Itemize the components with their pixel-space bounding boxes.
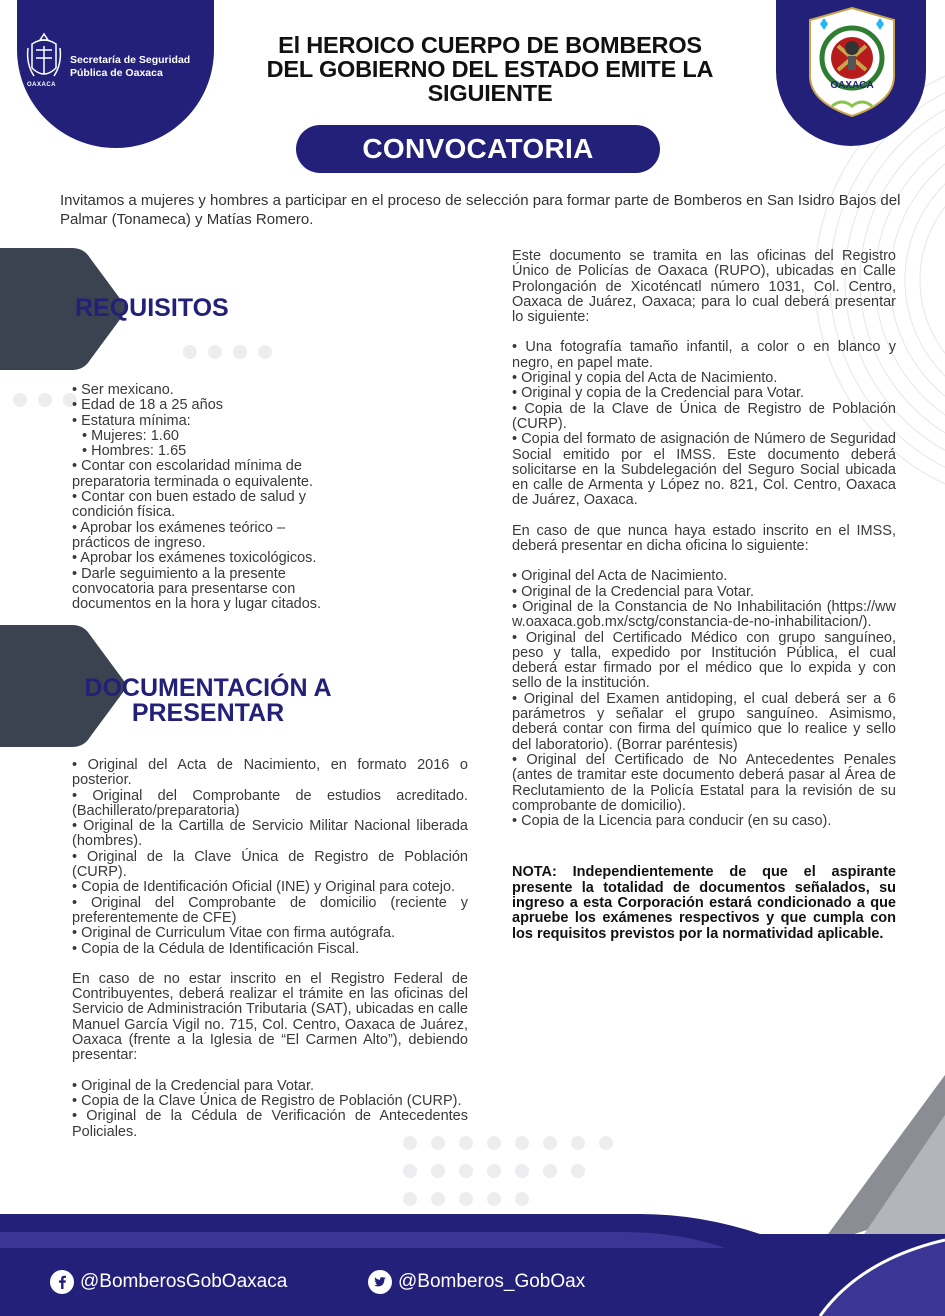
list-item: • Darle seguimiento a la presente: [72, 565, 286, 582]
left-logo-line1: Secretaría de Seguridad: [70, 54, 191, 66]
list-item: • Aprobar los exámenes teórico –: [72, 519, 286, 536]
list-item: • Original de la Clave Única de Registro de Población (CURP).: [72, 848, 468, 881]
documentacion-title-line2: PRESENTAR: [131, 699, 285, 727]
headline-line1: El HEROICO CUERPO DE BOMBEROS: [278, 32, 702, 58]
list-item: • Edad de 18 a 25 años: [72, 397, 224, 414]
right-column: [512, 249, 896, 942]
state-emblem-icon: [24, 30, 64, 88]
list-item: • Original de la Cédula de Verificación de Antecedentes Policiales.: [72, 1108, 468, 1140]
documentacion-title: [58, 676, 358, 726]
twitter-handle[interactable]: [368, 1270, 585, 1294]
rupo-paragraph: Este documento se tramita en las oficinas del Registro Único de Policías de Oaxaca (RUPO), ubicadas en Calle Prolongación de Xicoténcatl número 1031, Col. Centro, Oaxaca de Juárez, Oaxaca; para lo cual deberá presentar lo siguiente:: [512, 248, 896, 326]
list-item: • Hombres: 1.65: [82, 443, 187, 460]
left-logo-line2: Pública de Oaxaca: [70, 67, 163, 79]
list-item: prácticos de ingreso.: [72, 534, 206, 551]
list-item: • Original de la Cartilla de Servicio Militar Nacional liberada (hombres).: [72, 818, 468, 850]
list-item: • Original del Certificado de No Antecedentes Penales (antes de tramitar este documento deberá pasar al Área de Reclutamiento de la Policía Estatal para la revisión de su comprobante de domicilio).: [512, 751, 896, 814]
headline: [215, 33, 765, 105]
list-item: preparatoria terminada o equivalente.: [72, 473, 314, 490]
twitter-icon: [368, 1270, 392, 1294]
left-logo-sub: OAXACA: [27, 82, 57, 88]
list-item: • Original del Comprobante de domicilio (reciente y preferentemente de CFE): [72, 894, 468, 926]
list-item: • Original de la Credencial para Votar.: [72, 1077, 315, 1094]
list-item: • Estatura mínima:: [72, 412, 191, 429]
requisitos-title: REQUISITOS: [75, 294, 229, 322]
list-item: • Original del Certificado Médico con grupo sanguíneo, peso y talla, expedido por Institución Pública, el cual deberá estar firmado por el médico que lo expida y con sello de la institución.: [512, 629, 896, 692]
intro-paragraph: Invitamos a mujeres y hombres a participar en el proceso de selección para formar parte de Bomberos en San Isidro Bajos del Palmar (Tonameca) y Matías Romero.: [60, 192, 901, 228]
list-item: convocatoria para presentarse con: [72, 580, 296, 597]
list-item: documentos en la hora y lugar citados.: [72, 596, 322, 613]
nota-paragraph: NOTA: Independientemente de que el aspirante presente la totalidad de documentos señalados, su ingreso a esta Corporación estará condicionado a que apruebe los exámenes respectivos y que cumpla con los requisitos previstos por la normatividad aplicable.: [512, 864, 896, 942]
facebook-handle[interactable]: [50, 1270, 287, 1294]
requisitos-list: [72, 383, 472, 612]
list-item: • Original del Comprobante de estudios acreditado. (Bachillerato/preparatoria): [72, 787, 468, 819]
headline-line2: DEL GOBIERNO DEL ESTADO EMITE LA: [266, 56, 714, 82]
imss-paragraph: En caso de que nunca haya estado inscrito en el IMSS, deberá presentar en dicha oficina lo siguiente:: [512, 522, 896, 555]
headline-line3: SIGUIENTE: [427, 80, 553, 106]
list-item: • Una fotografía tamaño infantil, a color o en blanco y negro, en papel mate.: [512, 339, 896, 371]
list-item: • Original del Acta de Nacimiento, en formato 2016 o posterior.: [72, 757, 468, 789]
list-item: • Copia de la Clave Única de Registro de Población (CURP).: [72, 1092, 462, 1109]
list-item: • Copia de Identificación Oficial (INE) y Original para cotejo.: [72, 879, 456, 896]
right-logo-text: OAXACA: [830, 80, 874, 91]
list-item: • Mujeres: 1.60: [82, 427, 179, 444]
list-item: • Original y copia del Acta de Nacimiento.: [512, 370, 778, 387]
list-item: • Original del Examen antidoping, el cual deberá ser a 6 parámetros y señalar el grupo sanguíneo. Asimismo, deberá contar con firma del químico que lo realice y sello del laboratorio). (Borrar paréntesis): [512, 690, 896, 753]
dot-pattern-bottom: [390, 1135, 790, 1215]
documentacion-column: [72, 758, 468, 1140]
list-item: • Contar con buen estado de salud y: [72, 489, 307, 506]
facebook-icon: [50, 1270, 74, 1294]
firefighters-badge-icon: [802, 6, 902, 118]
left-logo-text: [70, 54, 190, 80]
list-item: • Original de Curriculum Vitae con firma autógrafa.: [72, 925, 396, 942]
convocatoria-pill: CONVOCATORIA: [296, 125, 660, 173]
list-item: • Original de la Constancia de No Inhabilitación (https://www.oaxaca.gob.mx/sctg/constancia-de-no-inhabilitacion/).: [512, 598, 896, 631]
list-item: • Copia de la Licencia para conducir (en su caso).: [512, 813, 832, 830]
list-item: • Copia del formato de asignación de Número de Seguridad Social emitido por el IMSS. Este documento deberá solicitarse en la Subdelegación del Seguro Social ubicada en calle de Armenta y López no. 821, Col. Centro, Oaxaca de Juárez, Oaxaca.: [512, 431, 896, 509]
facebook-label: @BomberosGobOaxaca: [80, 1271, 288, 1292]
list-item: • Aprobar los exámenes toxicológicos.: [72, 550, 317, 567]
documentacion-title-line1: DOCUMENTACIÓN A: [84, 674, 332, 702]
list-item: • Ser mexicano.: [72, 382, 174, 398]
list-item: • Copia de la Cédula de Identificación Fiscal.: [72, 940, 360, 957]
list-item: • Copia de la Clave de Única de Registro de Población (CURP).: [512, 400, 896, 432]
footer-corner-arc: [800, 1230, 945, 1316]
list-item: • Original y copia de la Credencial para Votar.: [512, 385, 805, 402]
list-item: • Original de la Credencial para Votar.: [512, 583, 755, 600]
list-item: condición física.: [72, 504, 176, 521]
list-item: • Original del Acta de Nacimiento.: [512, 568, 728, 585]
list-item: • Contar con escolaridad mínima de: [72, 458, 302, 475]
twitter-label: @Bomberos_GobOax: [398, 1271, 586, 1292]
sat-paragraph: En caso de no estar inscrito en el Registro Federal de Contribuyentes, deberá realizar el trámite en las oficinas del Servicio de Administración Tributaria (SAT), ubicadas en calle Manuel García Vigil no. 715, Col. Centro, Oaxaca de Juárez, Oaxaca (frente a la Iglesia de “El Carmen Alto”), debiendo presentar:: [72, 970, 468, 1064]
